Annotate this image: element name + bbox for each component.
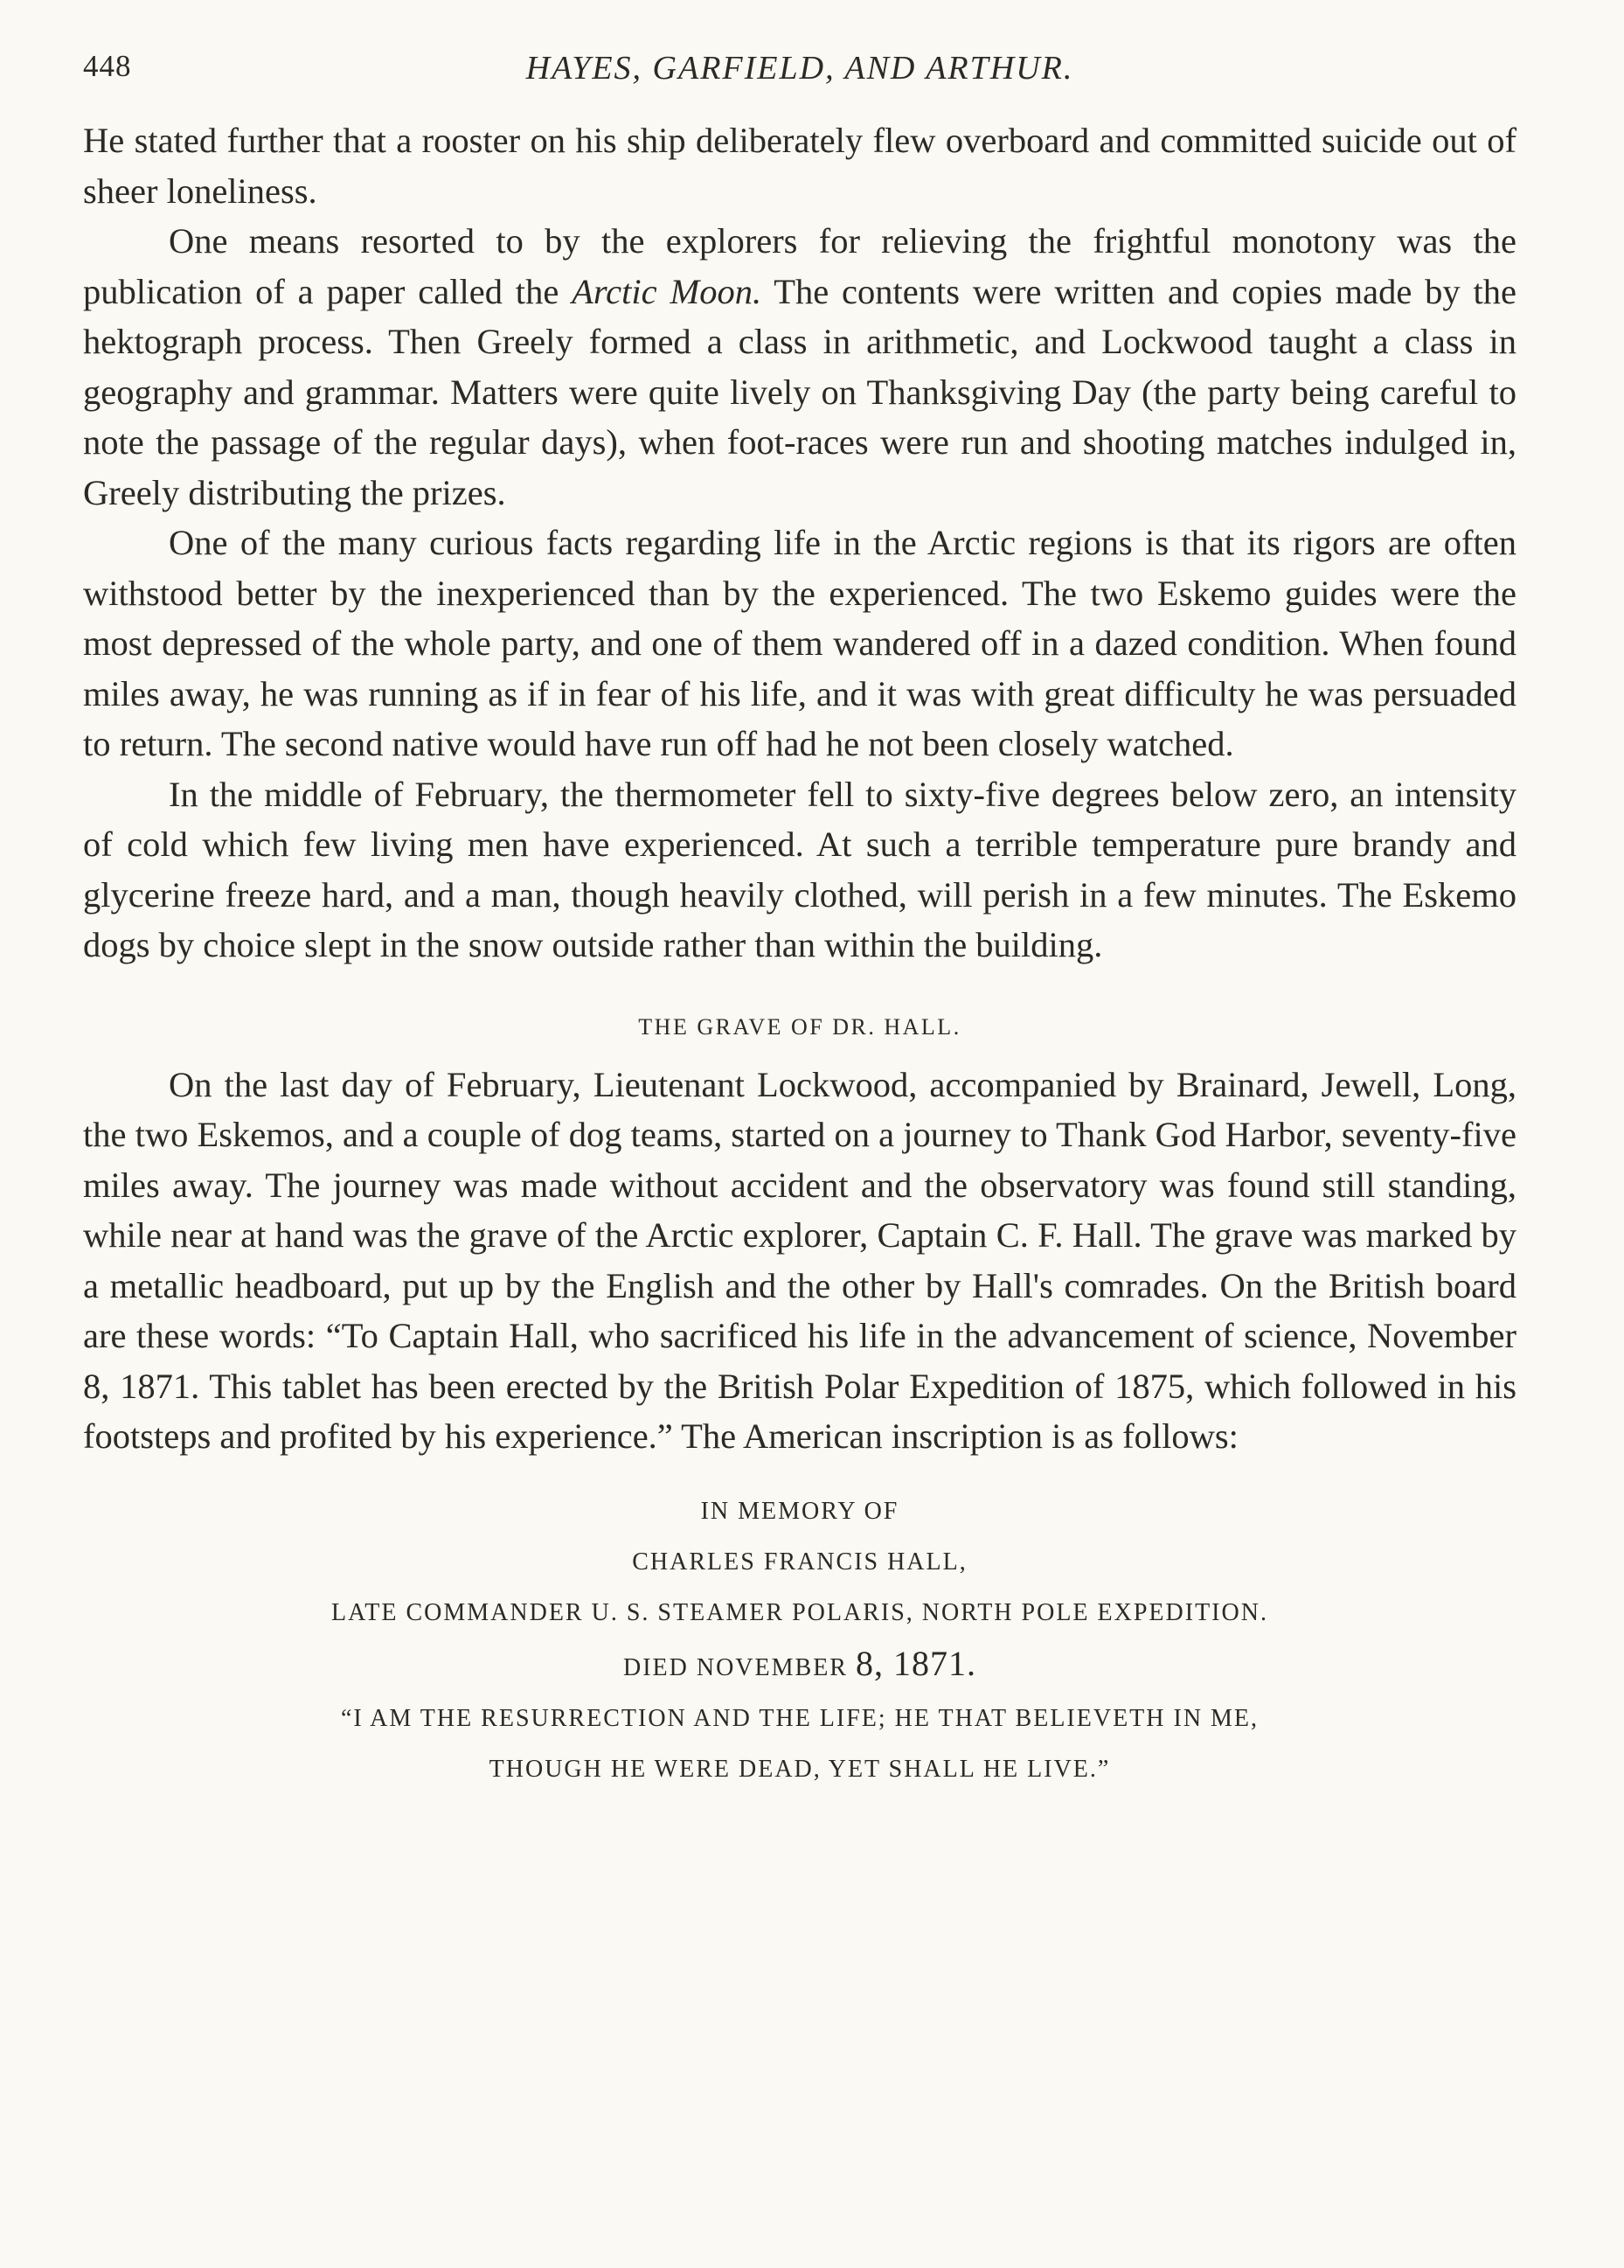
paragraph-arctic-moon-part1: One means resorted to by the explorers for relieving the frightful monotony was the publication of a paper called the: [83, 221, 1516, 311]
inscription-block: [83, 1486, 1516, 1795]
inscription-line-1: IN MEMORY OF: [700, 1497, 899, 1525]
book-page: [83, 44, 1516, 1795]
inscription-line-4: [83, 1638, 1516, 1694]
inscription-line-3: LATE COMMANDER U. S. STEAMER POLARIS, NORTH POLE EXPEDITION.: [331, 1598, 1268, 1626]
inscription-line-2: CHARLES FRANCIS HALL,: [632, 1548, 968, 1576]
inscription-line-6: THOUGH HE WERE DEAD, YET SHALL HE LIVE.”: [489, 1755, 1111, 1783]
inscription-died-text: DIED NOVEMBER: [623, 1653, 856, 1681]
newspaper-title: Arctic Moon.: [572, 271, 762, 311]
paragraph-arctic-moon: [83, 216, 1516, 518]
section-heading: THE GRAVE OF DR. HALL.: [638, 1013, 961, 1040]
paragraph-february-cold: In the middle of February, the thermometer fell to sixty-five degrees below zero, an intensity of cold which few living men have experienced. At such a terrible temperature pure brandy and glycerine freeze hard, and a man, though heavily clothed, will perish in a few minutes. The Eskemo dogs by choice slept in the snow outside rather than within the building.: [83, 774, 1516, 964]
page-number: 448: [83, 49, 132, 83]
running-title: HAYES, GARFIELD, AND ARTHUR.: [525, 50, 1074, 87]
running-head: [83, 44, 1516, 96]
paragraph-eskemo-guides: One of the many curious facts regarding life in the Arctic regions is that its rigors are often withstood better by the inexperienced than by the experienced. The two Eskemo guides were the most depressed of the whole party, and one of them wandered off in a dazed condition. When found miles away, he was running as if in fear of his life, and it was with great difficulty he was persuaded to return. The second native would have run off had he not been closely watched.: [83, 523, 1516, 763]
paragraph-rooster: He stated further that a rooster on his ship deliberately flew overboard and committed suicide out of sheer loneliness.: [83, 121, 1516, 211]
paragraph-arctic-moon-part2: The contents were written and copies made by the hektograph process. Then Greely formed a class in arithmetic, and Lockwood taught a class in geography and grammar. Matters were quite lively on Thanksgiving Day (the party being careful to note the passage of the regular days), when foot-races were run and shooting matches indulged in, Greely distributing the prizes.: [83, 271, 1516, 512]
paragraph-grave-of-hall: On the last day of February, Lieutenant Lockwood, accompanied by Brainard, Jewell, Long, the two Eskemos, and a couple of dog teams, started on a journey to Thank God Harbor, seventy-five miles away. The journey was made without accident and the observatory was found still standing, while near at hand was the grave of the Arctic explorer, Captain C. F. Hall. The grave was marked by a metallic headboard, put up by the English and the other by Hall's comrades. On the British board are these words: “To Captain Hall, who sacrificed his life in the advancement of science, November 8, 1871. This tablet has been erected by the British Polar Expedition of 1875, which followed in his footsteps and profited by his experience.” The American inscription is as follows:: [83, 1064, 1516, 1456]
inscription-date: 8, 1871.: [856, 1643, 976, 1683]
inscription-line-5: “I AM THE RESURRECTION AND THE LIFE; HE THAT BELIEVETH IN ME,: [340, 1704, 1260, 1732]
